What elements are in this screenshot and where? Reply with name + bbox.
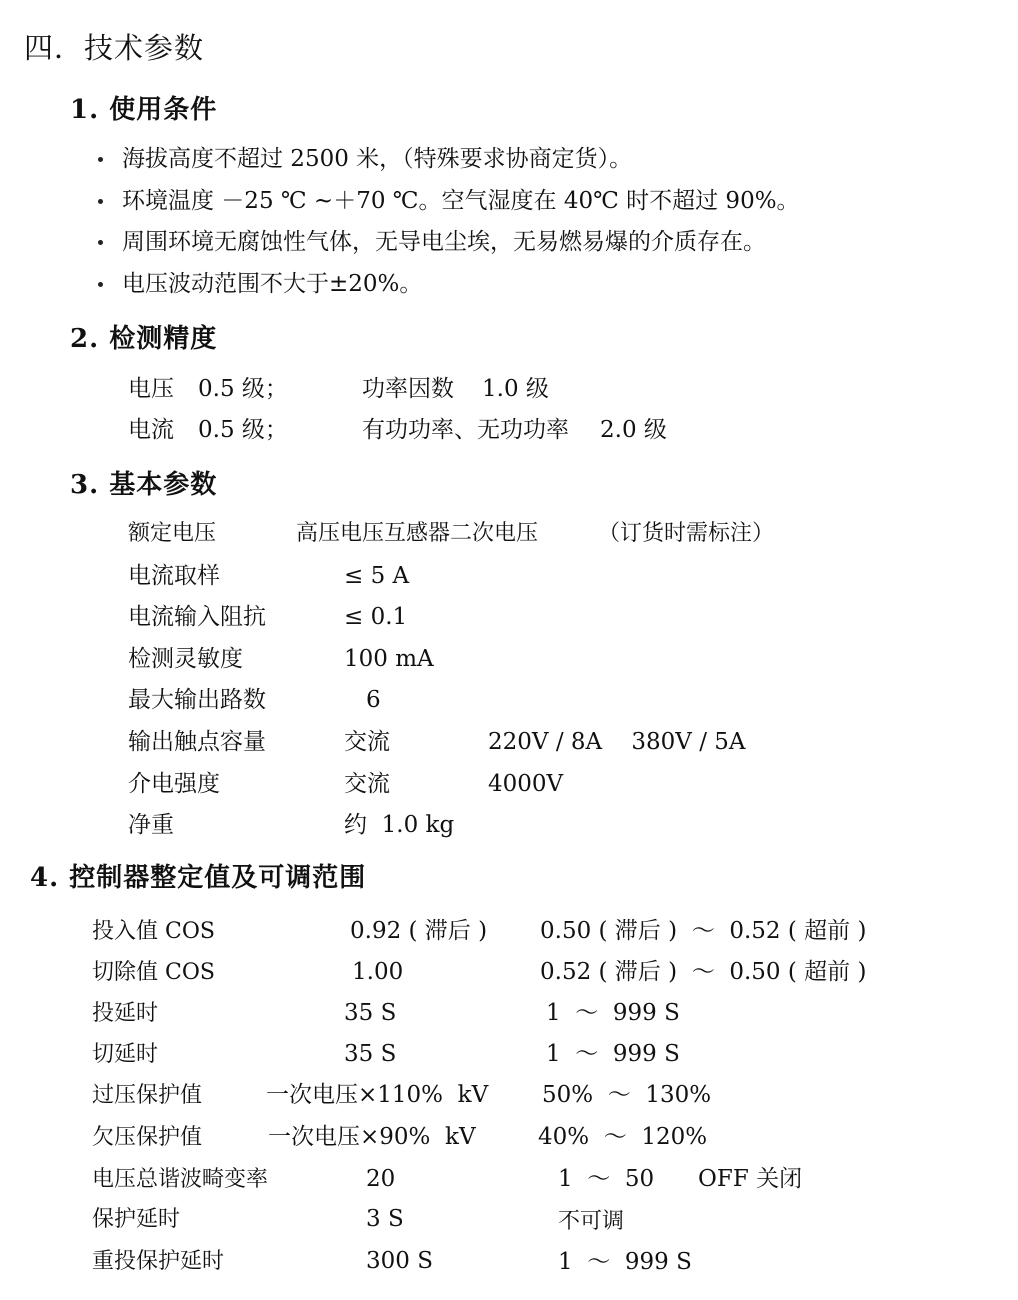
param-value: 约 1.0 kg — [344, 812, 455, 838]
param-note: （订货时需标注） — [598, 521, 775, 546]
setting-default: 300 S — [366, 1248, 433, 1274]
param-value: 100 mA — [344, 646, 434, 672]
setting-label: 切除值 COS — [92, 960, 215, 985]
setting-default: 一次电压×90% kV — [268, 1124, 476, 1150]
setting-range: 1 ～ 50 OFF 关闭 — [558, 1166, 803, 1192]
param-label: 净重 — [128, 812, 174, 838]
setting-range: 1 ～ 999 S — [558, 1249, 692, 1275]
setting-range: 不可调 — [558, 1209, 625, 1234]
param-label: 最大输出路数 — [128, 687, 266, 713]
usage-heading: 1. 使用条件 — [70, 95, 218, 125]
bullet-icon — [98, 157, 103, 162]
setting-range: 1 ～ 999 S — [546, 1000, 680, 1026]
param-value: ≤ 5 A — [344, 563, 410, 589]
setting-default: 0.92 ( 滞后 ) — [350, 918, 488, 944]
usage-bullet-voltage: 电压波动范围不大于±20%。 — [122, 271, 423, 297]
accuracy-label: 电流 — [128, 417, 174, 443]
setting-label: 重投保护延时 — [92, 1249, 225, 1274]
setting-range: 0.50 ( 滞后 ) ～ 0.52 ( 超前 ) — [540, 918, 867, 944]
param-value: 交流 — [344, 771, 390, 797]
accuracy-value: 2.0 级 — [600, 417, 667, 443]
accuracy-label: 功率因数 — [362, 376, 454, 402]
bullet-icon — [98, 282, 103, 287]
setting-default: 一次电压×110% kV — [266, 1082, 489, 1108]
param-value: 6 — [366, 687, 381, 713]
param-label: 检测灵敏度 — [128, 646, 243, 672]
setting-label: 切延时 — [92, 1042, 159, 1067]
param-extra: 220V / 8A 380V / 5A — [488, 729, 746, 755]
accuracy-value: 0.5 级； — [198, 376, 288, 402]
basic-heading: 3. 基本参数 — [70, 470, 218, 500]
setting-label: 过压保护值 — [92, 1083, 203, 1108]
bullet-icon — [98, 199, 103, 204]
param-label: 电流输入阻抗 — [128, 604, 266, 630]
accuracy-label: 有功功率、无功功率 — [362, 417, 569, 443]
param-value: 高压电压互感器二次电压 — [296, 521, 539, 546]
param-label: 额定电压 — [128, 521, 217, 546]
setting-default: 20 — [366, 1166, 396, 1192]
setting-range: 50% ～ 130% — [542, 1082, 712, 1108]
settings-heading: 4. 控制器整定值及可调范围 — [30, 863, 367, 893]
param-extra: 4000V — [488, 771, 564, 797]
setting-default: 1.00 — [352, 959, 404, 985]
setting-label: 保护延时 — [92, 1207, 181, 1232]
param-value: 交流 — [344, 729, 390, 755]
setting-default: 3 S — [366, 1206, 404, 1232]
accuracy-value: 0.5 级； — [198, 417, 288, 443]
setting-label: 投入值 COS — [92, 919, 215, 944]
param-label: 输出触点容量 — [128, 729, 266, 755]
param-label: 电流取样 — [128, 563, 220, 589]
setting-label: 欠压保护值 — [92, 1125, 203, 1150]
usage-bullet-altitude: 海拔高度不超过 2500 米，（特殊要求协商定货）。 — [122, 146, 633, 172]
accuracy-heading: 2. 检测精度 — [70, 324, 218, 354]
setting-label: 电压总谐波畸变率 — [92, 1167, 269, 1192]
bullet-icon — [98, 240, 103, 245]
setting-range: 0.52 ( 滞后 ) ～ 0.50 ( 超前 ) — [540, 959, 867, 985]
accuracy-label: 电压 — [128, 376, 174, 402]
setting-default: 35 S — [344, 1041, 397, 1067]
param-label: 介电强度 — [128, 771, 220, 797]
accuracy-value: 1.0 级 — [482, 376, 549, 402]
param-value: ≤ 0.1 — [344, 604, 408, 630]
section-title: 四．技术参数 — [24, 31, 205, 65]
setting-default: 35 S — [344, 1000, 397, 1026]
usage-bullet-temperature: 环境温度 －25 ℃ ~＋70 ℃。空气湿度在 40℃ 时不超过 90%。 — [122, 188, 800, 214]
setting-range: 40% ～ 120% — [538, 1124, 708, 1150]
usage-bullet-environment: 周围环境无腐蚀性气体，无导电尘埃，无易燃易爆的介质存在。 — [122, 229, 766, 255]
setting-label: 投延时 — [92, 1001, 159, 1026]
setting-range: 1 ～ 999 S — [546, 1041, 680, 1067]
